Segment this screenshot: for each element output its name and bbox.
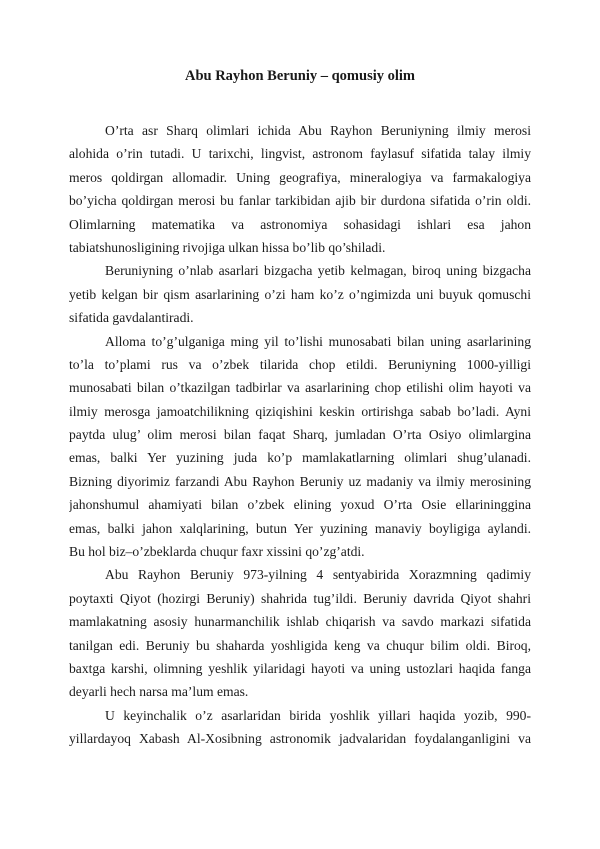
paragraph-line: emas, balki jahon xalqlarining, butun Yer yuzining manaviy boyligiga aylandi.: [69, 520, 531, 536]
paragraph-line: Abu Rayhon Beruniy 973-yilning 4 sentyabirida Xorazmning qadimiy: [105, 567, 531, 583]
paragraph-line: paytda ulug’ olim merosi bilan faqat Sharq, jumladan O’rta Osiyo olimlargina: [69, 427, 531, 443]
paragraph-line: ilmiy merosga jamoatchilikning qiziqishini keskin ortirishga sabab bo’ladi. Ayni: [69, 403, 531, 419]
paragraph-line: Beruniyning o’nlab asarlari bizgacha yetib kelmagan, biroq uning bizgacha: [105, 263, 531, 279]
paragraph: [69, 259, 531, 329]
paragraph: [69, 563, 531, 703]
paragraph-line: munosabati bilan o’tkazilgan tadbirlar va asarlarining chop etilishi olim hayoti va: [69, 380, 531, 396]
paragraph-line: tabiatshunosligining rivojiga ulkan hissa bo’lib qo’shiladi.: [69, 239, 386, 255]
paragraph-line: Bu hol biz–o’zbeklarda chuqur faxr xissini qo’zg’atdi.: [69, 544, 365, 560]
paragraph: [69, 704, 531, 751]
paragraph-line: emas, balki Yer yuzining juda ko’p mamlakatlarning olimlari shug’ulanadi.: [69, 450, 531, 466]
paragraph-line: Bizning diyorimiz farzandi Abu Rayhon Beruniy uz madaniy va ilmiy merosining: [69, 473, 531, 489]
paragraph-line: Alloma to’g’ulganiga ming yil to’lishi munosabati bilan uning asarlarining: [105, 333, 531, 349]
document-title: Abu Rayhon Beruniy – qomusiy olim: [184, 68, 416, 84]
paragraph: [69, 330, 531, 564]
paragraph-line: tanilgan edi. Beruniy bu shaharda yoshligida keng va chuqur bilim oldi. Biroq,: [69, 637, 531, 653]
paragraph-line: to’la to’plami rus va o’zbek tilarida chop etildi. Beruniyning 1000-yilligi: [69, 356, 531, 372]
paragraph-line: alohida o’rin tutadi. U tarixchi, lingvist, astronom faylasuf sifatida talay ilmiy: [69, 146, 531, 162]
paragraph-line: jahonshumul ahamiyati bilan o’zbek elining yoxud O’rta Osie ellarininggina: [69, 497, 531, 513]
paragraph-line: yillardayoq Xabash Al-Xosibning astronomik jadvalaridan foydalanganligini va: [69, 731, 531, 747]
paragraph-line: mamlakatning asosiy hunarmanchilik ishlab chiqarish va savdo markazi sifatida: [69, 614, 531, 630]
paragraph-line: U keyinchalik o’z asarlaridan birida yoshlik yillari haqida yozib, 990-: [105, 707, 531, 723]
paragraph-line: yetib kelgan bir qism asarlarining o’zi ham ko’z o’ngimizda uni buyuk qomuschi: [69, 286, 531, 302]
paragraph-line: Olimlarning matematika va astronomiya sohasidagi ishlari esa jahon: [69, 216, 531, 232]
paragraph-line: O’rta asr Sharq olimlari ichida Abu Rayhon Beruniyning ilmiy merosi: [105, 123, 531, 138]
paragraph-line: meros qoldirgan allomadir. Uning geografiya, mineralogiya va farmakalogiya: [69, 169, 531, 185]
paragraph-line: baxtga karshi, olimning yeshlik yilaridagi hayoti va uning ustozlari haqida fanga: [69, 660, 531, 676]
paragraph-line: sifatida gavdalantiradi.: [69, 310, 194, 326]
paragraph-line: bo’yicha qoldirgan merosi bu fanlar tarkibidan ajib bir durdona sifatida o’rin oldi.: [69, 193, 531, 209]
document-body: [69, 119, 531, 751]
paragraph-line: deyarli hech narsa ma’lum emas.: [69, 684, 249, 700]
paragraph: [69, 119, 531, 259]
paragraph-line: poytaxti Qiyot (hozirgi Beruniy) shahrida tug’ildi. Beruniy davrida Qiyot shahri: [69, 590, 531, 606]
